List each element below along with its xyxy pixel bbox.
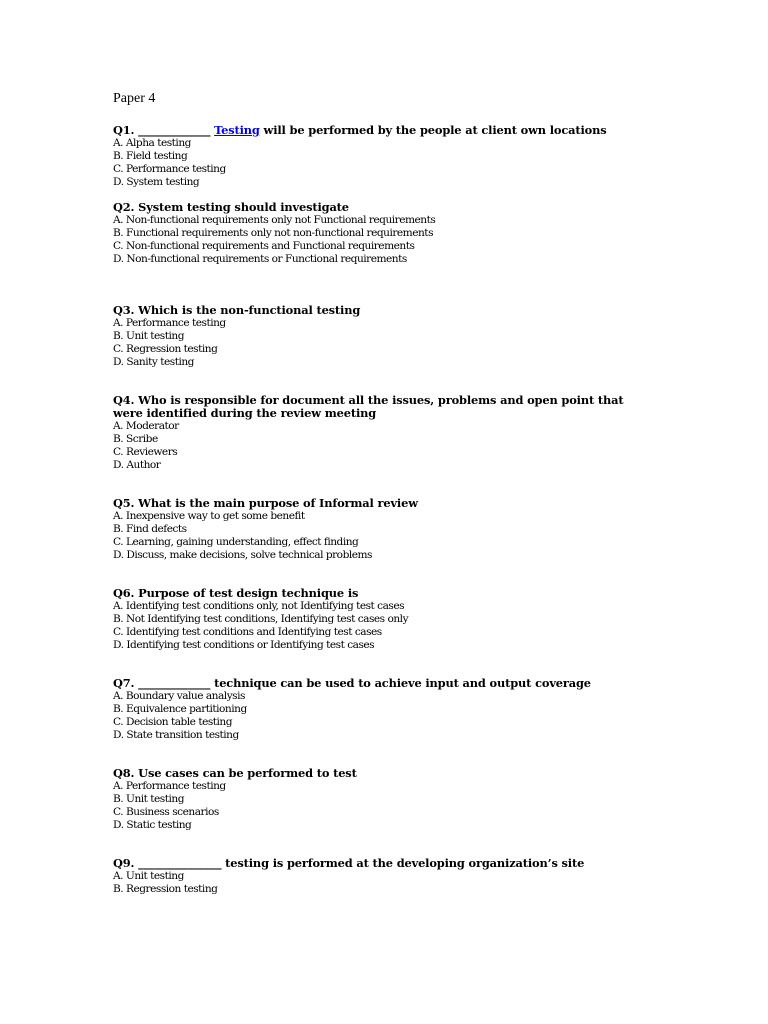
question-4-text: Q4. Who is responsible for document all the issues, problems and open point that were identified during the review meeting: [113, 393, 624, 420]
option-d: D. Static testing: [113, 819, 192, 831]
option-b: B. Unit testing: [113, 793, 184, 805]
question-1-suffix: will be performed by the people at client own locations: [259, 123, 607, 137]
option-d: D. Author: [113, 459, 161, 471]
option-c: C. Decision table testing: [113, 716, 233, 728]
option-a: A. Non-functional requirements only not Functional requirements: [113, 214, 436, 226]
option-a: A. Inexpensive way to get some benefit: [113, 510, 305, 522]
option-d: D. Sanity testing: [113, 356, 194, 368]
option-c: C. Learning, gaining understanding, effect finding: [113, 536, 359, 548]
option-c: C. Non-functional requirements and Functional requirements: [113, 240, 415, 252]
question-3: [113, 304, 653, 369]
question-8: [113, 767, 653, 832]
option-a: A. Boundary value analysis: [113, 690, 245, 702]
option-a: A. Performance testing: [113, 317, 226, 329]
option-a: A. Moderator: [113, 420, 179, 432]
option-b: B. Functional requirements only not non-functional requirements: [113, 227, 434, 239]
option-c: C. Performance testing: [113, 163, 226, 175]
question-3-text: Q3. Which is the non-functional testing: [113, 303, 361, 317]
option-b: B. Unit testing: [113, 330, 184, 342]
question-7-text: Q7. _____________ technique can be used to achieve input and output coverage: [113, 676, 591, 690]
option-d: D. Non-functional requirements or Functional requirements: [113, 253, 407, 265]
question-6: [113, 587, 653, 652]
option-a: A. Unit testing: [113, 870, 184, 882]
question-4: [113, 394, 653, 472]
question-1-text: [113, 124, 653, 137]
option-a: A. Performance testing: [113, 780, 226, 792]
question-1-prefix: Q1. _____________: [113, 123, 215, 137]
option-d: D. Identifying test conditions or Identifying test cases: [113, 639, 375, 651]
testing-link[interactable]: Testing: [214, 123, 260, 137]
option-b: B. Not Identifying test conditions, Identifying test cases only: [113, 613, 409, 625]
option-c: C. Reviewers: [113, 446, 178, 458]
option-a: A. Alpha testing: [113, 137, 191, 149]
question-6-text: Q6. Purpose of test design technique is: [113, 586, 359, 600]
question-7: [113, 677, 653, 742]
option-b: B. Find defects: [113, 523, 187, 535]
option-b: B. Scribe: [113, 433, 158, 445]
option-d: D. Discuss, make decisions, solve technical problems: [113, 549, 372, 561]
question-8-text: Q8. Use cases can be performed to test: [113, 766, 357, 780]
question-5-text: Q5. What is the main purpose of Informal review: [113, 496, 418, 510]
option-c: C. Business scenarios: [113, 806, 219, 818]
option-c: C. Regression testing: [113, 343, 218, 355]
option-d: D. State transition testing: [113, 729, 239, 741]
question-2: [113, 201, 653, 266]
option-b: B. Field testing: [113, 150, 188, 162]
option-c: C. Identifying test conditions and Identifying test cases: [113, 626, 382, 638]
option-b: B. Regression testing: [113, 883, 218, 895]
question-1: [113, 124, 653, 189]
option-a: A. Identifying test conditions only, not Identifying test cases: [113, 600, 405, 612]
question-2-text: Q2. System testing should investigate: [113, 200, 349, 214]
option-d: D. System testing: [113, 176, 200, 188]
paper-title: Paper 4: [113, 91, 156, 106]
question-5: [113, 497, 653, 562]
question-9-text: Q9. _______________ testing is performed at the developing organization’s site: [113, 856, 585, 870]
option-b: B. Equivalence partitioning: [113, 703, 247, 715]
question-9: [113, 857, 653, 896]
